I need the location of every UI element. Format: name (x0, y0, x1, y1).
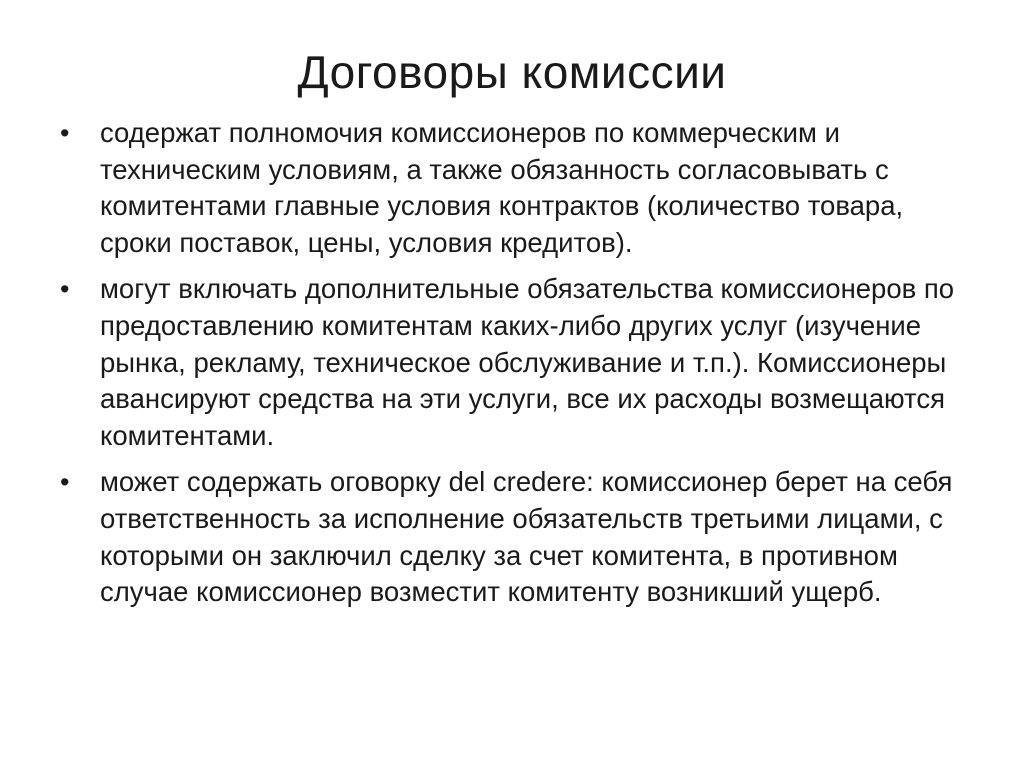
bullet-text-2: могут включать дополнительные обязательства комиссионеров по предоставлению комитентам каких-либо других услуг (изучение рынка, рекламу, техническое обслуживание и т.п.). Комиссионеры авансируют средства на эти услуги, все их расходы возмещаются комитентами. (100, 273, 955, 451)
bullet-dot-icon: • (60, 467, 70, 498)
bullet-text-3: может содержать оговорку del credere: комиссионер берет на себя ответственность за исполнение обязательств третьими лицами, с которыми он заключил сделку за счет комитента, в противном случае комиссионер возместит комитенту возникший ущерб. (100, 466, 953, 608)
bullet-item-2 (58, 271, 963, 454)
bullet-item-1 (58, 115, 963, 261)
bullet-dot-icon: • (60, 118, 70, 148)
bullet-text-1: содержат полномочия комиссионеров по коммерческим и техническим условиям, а также обязанность согласовывать с комитентами главные условия контрактов (количество товара, сроки поставок, цены, условия кредитов). (100, 117, 904, 258)
bullet-item-3 (58, 464, 963, 610)
slide-title: Договоры комиссии (297, 46, 727, 98)
bullet-dot-icon: • (60, 274, 70, 305)
bullet-list (58, 115, 963, 621)
